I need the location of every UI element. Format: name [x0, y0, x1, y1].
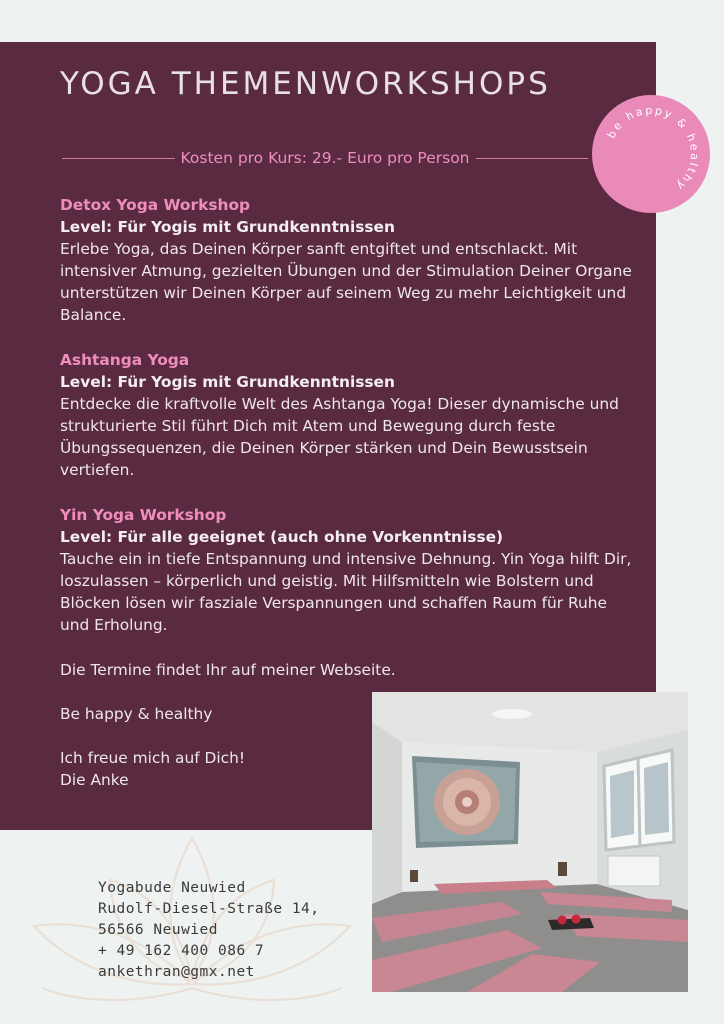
workshop-description: Entdecke die kraftvolle Welt des Ashtanga Yoga! Dieser dynamische und strukturierte Stil führt Dich mit Atem und Bewegung durch feste Übungssequenzen, die Deinen Körper stärken und Dein Bewusstsein vertiefen.	[60, 395, 619, 479]
termine-text: Die Termine findet Ihr auf meiner Webseite.	[60, 661, 396, 679]
contact-phone: + 49 162 400 086 7	[98, 943, 265, 959]
workshop-yin	[60, 504, 640, 636]
cost-rule-right	[476, 158, 589, 159]
cost-row	[62, 146, 588, 170]
workshop-description: Tauche ein in tiefe Entspannung und intensive Dehnung. Yin Yoga hilft Dir, loszulassen – körperlich und geistig. Mit Hilfsmitteln wie Bolstern und Blöcken lösen wir fasziale Verspannungen und schaffen Raum für Ruhe und Erholung.	[60, 550, 632, 634]
workshop-title: Yin Yoga Workshop	[60, 506, 227, 524]
contact-name: Yogabude Neuwied	[98, 880, 246, 896]
contact-street: Rudolf-Diesel-Straße 14,	[98, 901, 320, 917]
workshop-level: Level: Für Yogis mit Grundkenntnissen	[60, 373, 395, 391]
workshop-level: Level: Für alle geeignet (auch ohne Vorkenntnisse)	[60, 528, 504, 546]
workshop-description: Erlebe Yoga, das Deinen Körper sanft entgiftet und entschlackt. Mit intensiver Atmung, gezielten Übungen und der Stimulation Deiner Organe unterstützen wir Deinen Körper auf seinem Weg zu mehr Leichtigkeit und Balance.	[60, 240, 632, 324]
contact-block	[98, 878, 320, 983]
contact-email: ankethran@gmx.net	[98, 964, 255, 980]
greeting-text: Ich freue mich auf Dich!	[60, 749, 246, 767]
workshop-detox	[60, 194, 640, 326]
cost-text: Kosten pro Kurs: 29.- Euro pro Person	[180, 149, 470, 167]
workshop-ashtanga	[60, 349, 640, 481]
cost-rule-left	[62, 158, 175, 159]
workshop-level: Level: Für Yogis mit Grundkenntnissen	[60, 218, 395, 236]
signature-text: Die Anke	[60, 771, 129, 789]
yoga-room-photo	[372, 692, 688, 992]
contact-city: 56566 Neuwied	[98, 922, 218, 938]
workshop-title: Ashtanga Yoga	[60, 351, 190, 369]
badge-text: be happy & healthy	[604, 103, 702, 194]
motto-text: Be happy & healthy	[60, 705, 213, 723]
page-title: YOGA THEMENWORKSHOPS	[60, 66, 551, 102]
svg-text:be happy & healthy	[605, 104, 701, 194]
workshop-title: Detox Yoga Workshop	[60, 196, 251, 214]
